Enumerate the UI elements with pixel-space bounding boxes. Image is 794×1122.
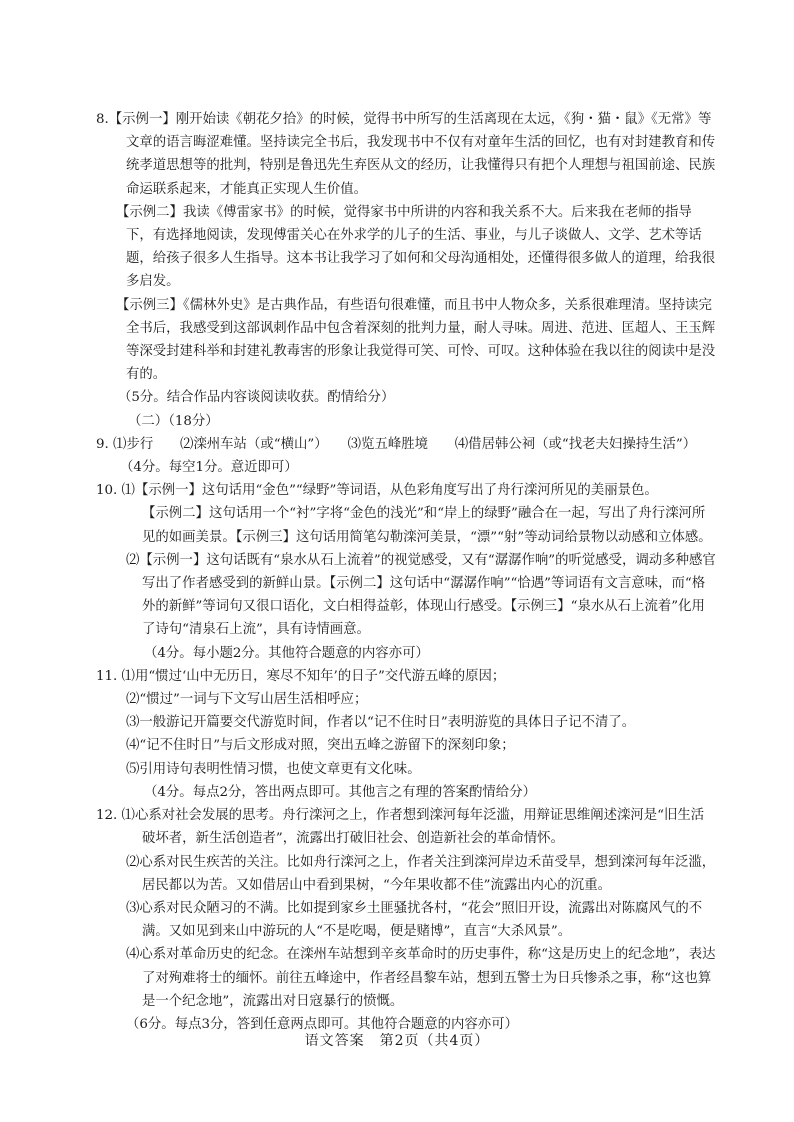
q12-scoring-note: （6分。每点3分，答到任意两点即可。其他符合题意的内容亦可） xyxy=(126,1016,518,1032)
answer-content xyxy=(96,108,716,1036)
q12-point4: ⑷心系对革命历史的纪念。在滦州车站想到辛亥革命时的历史事件，称“这是历史上的纪念地”，表达了对殉难将士的缅怀。前往五峰途中，作者经昌黎车站，想到五警士为日兵惨杀之事，称“这也算是一个纪念地”，流露出对日寇暴行的愤慨。 xyxy=(126,947,716,1009)
q11-scoring-note: （4分。每点2分，答出两点即可。其他言之有理的答案酌情给分） xyxy=(144,784,536,800)
q8-example-2: 【示例二】我读《傅雷家书》的时候，觉得家书中所讲的内容和我关系不大。后来我在老师的指导下，有选择地阅读，发现傅雷关心在外求学的儿子的生活、事业，与儿子谈做人、文学、艺术等话题，给孩子很多人生指导。这本书让我学习了如何和父母沟通相处，还懂得很多做人的道理，给我很多启发。 xyxy=(116,204,716,290)
q12-point2: ⑵心系对民生疾苦的关注。比如舟行滦河之上，作者关注到滦河岸边禾苗受旱，想到滦河每年泛滥，居民都以为苦。又如借居山中看到果树，“今年果收都不佳”流露出内心的沉重。 xyxy=(126,854,716,893)
q9-scoring-note: （4分。每空1分。意近即可） xyxy=(120,460,298,476)
section-heading: （二）（18分） xyxy=(128,413,219,429)
page-footer: 语文答案 第2页（共4页） xyxy=(304,1033,490,1049)
q11-point1: 11. ⑴用“惯过‘山中无历日，寒尽不知年’的日子”交代游五峰的原因； xyxy=(96,668,506,684)
q12-point1: 12. ⑴心系对社会发展的思考。舟行滦河之上，作者想到滦河每年泛滥，用辩证思维阐述滦河是“旧生活破坏者，新生活创造者”，流露出打破旧社会、创造新社会的革命情怀。 xyxy=(96,808,705,847)
q10-part1: 10. ⑴【示例一】这句话用“金色”“绿野”等词语，从色彩角度写出了舟行滦河所见的美丽景色。 xyxy=(96,483,658,499)
q11-point2: ⑵“惯过”一词与下文写山居生活相呼应； xyxy=(126,692,368,708)
q10-part1-more: 【示例二】这句话用一个“衬”字将“金色的浅光”和“岸上的绿野”融合在一起，写出了舟行滦河所见的如画美景。【示例三】这句话用简笔勾勒滦河美景，“漂”“射”等动词给景物以动感和立体感。 xyxy=(142,506,712,545)
q9-answer: 9. ⑴步行 ⑵滦州车站（或“横山”） ⑶览五峰胜境 ⑷借居韩公祠（或“找老夫妇操持生活”） xyxy=(96,436,697,452)
q11-point5: ⑸引用诗句表明性情习惯，也使文章更有文化味。 xyxy=(126,761,421,777)
q8-example-3: 【示例三】《儒林外史》是古典作品，有些语句很难懂，而且书中人物众多，关系很难理清。坚持读完全书后，我感受到这部讽刺作品中包含着深刻的批判力量，耐人寻味。周进、范进、匡超人、王玉辉等深受封建科举和封建礼教毒害的形象让我觉得可笑、可怜、可叹。这种体验在我以往的阅读中是没有的。 xyxy=(116,297,716,383)
q12-point3: ⑶心系对民众陋习的不满。比如提到家乡土匪骚扰各村，“花会”照旧开设，流露出对陈腐风气的不满。又如见到来山中游玩的人“不是吃喝，便是赌博”，直言“大杀风景”。 xyxy=(126,900,703,940)
q11-point4: ⑷“记不住时日”与后文形成对照，突出五峰之游留下的深刻印象； xyxy=(126,738,515,754)
q8-scoring-note: （5分。结合作品内容谈阅读收获。酌情给分） xyxy=(118,390,395,406)
q10-part2: ⑵【示例一】这句话既有“泉水从石上流着”的视觉感受，又有“潺潺作响”的听觉感受，调动多种感官写出了作者感受到的新鲜山景。【示例二】这句话中“潺潺作响”“恰遇”等词语有文言意味，而“格外的新鲜”等词句又很口语化，文白相得益彰，体现山行感受。【示例三】“泉水从石上流着”化用了诗句“清泉石上流”，具有诗情画意。 xyxy=(126,552,716,638)
q11-point3: ⑶一般游记开篇要交代游览时间，作者以“记不住时日”表明游览的具体日子记不清了。 xyxy=(126,715,636,731)
q8-example-1: 8.【示例一】刚开始读《朝花夕拾》的时候，觉得书中所写的生活离现在太远，《狗・猫・鼠》《无常》等文章的语言晦涩难懂。坚持读完全书后，我发现书中不仅有对童年生活的回忆，也有对封建教育和传统孝道思想等的批判，特别是鲁迅先生弃医从文的经历，让我懂得只有把个人理想与祖国前途、民族命运联系起来，才能真正实现人生价值。 xyxy=(96,112,716,197)
q10-scoring-note: （4分。每小题2分。其他符合题意的内容亦可） xyxy=(144,645,429,661)
